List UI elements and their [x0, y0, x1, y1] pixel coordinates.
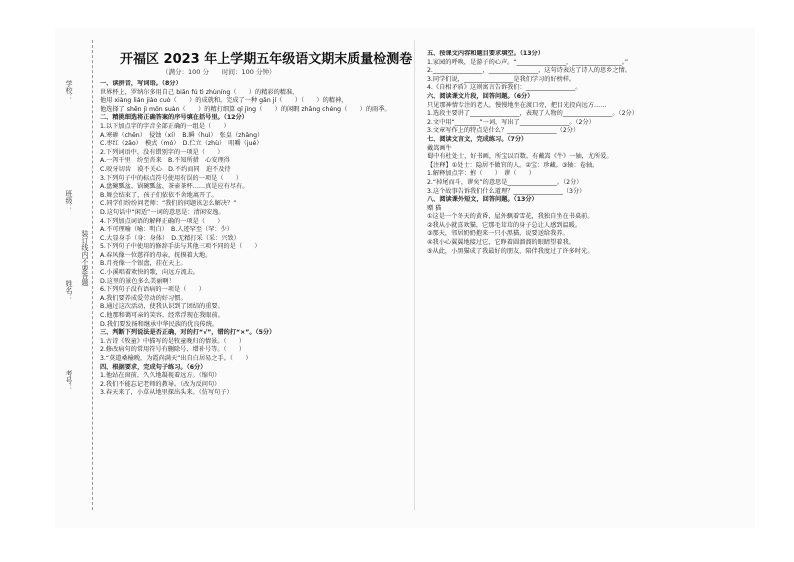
exam-line: 四、根据要求，完成句子练习。（6分）	[100, 363, 207, 371]
exam-line: 2.我们不能忘记老师的教导。（改为反问句）	[100, 380, 221, 388]
exam-line: C.小溪唱着欢快的歌，向远方流去。	[100, 269, 200, 277]
exam-line: 【注释】①处士：隐居不做官的人。②宝：珍藏。③轴：卷轴。	[427, 161, 599, 169]
exam-line: 4.《自相矛盾》这则寓言告诉我们：________________。	[427, 84, 582, 92]
exam-line: 2.________________，________________，这句诗表达了诗人的思乡之情。	[427, 67, 631, 75]
left-column	[100, 80, 400, 398]
exam-line: 他用 xiàng lián jiào cuò（ ）的成就和，完成了一种 gǎn jí（ ）（ ）的精神，	[100, 97, 348, 105]
binding-strip	[60, 40, 96, 510]
exam-line: 只见那神情专注的老人，慢慢地坐在渡口旁，把目光投向远方……	[427, 101, 607, 109]
exam-line: 1.家园的呼唤，是游子的心声。“________________，________________。”	[427, 58, 629, 66]
exam-line: 二、精挑细选将正确答案的序号填在括号里。（12分）	[100, 114, 248, 122]
exam-line: 4.下列加点词语的解释正确的一项是（ ）	[100, 217, 224, 225]
exam-line: 五、按课文内容和题目要求填空。（13分）	[427, 50, 544, 57]
exam-line: 5.下列句子中使用的修辞手法与其他三项不同的是（ ）	[100, 243, 261, 251]
exam-title: 开福区 2023 年上学期五年级语文期末质量检测卷	[120, 52, 413, 67]
exam-line: C.咬牙切齿 漠不关心 D.不约而同 迫不及待	[100, 165, 231, 173]
exam-line: 3.同学们说，________________是我们学习的好榜样。	[427, 75, 576, 83]
school-label: 学校：	[65, 80, 73, 101]
column-divider	[414, 40, 415, 510]
exam-line: 一、读拼音，写词语。（8分）	[100, 80, 182, 87]
exam-line: 1.选段主要讲了________________，表现了人物的________________。（2分）	[427, 110, 638, 118]
exam-line: ⑤从此，小黑猫成了我最好的朋友，陪伴我度过了许多时光。	[427, 247, 594, 255]
exam-line: 1.以下加点字的字音全部正确的一组是（ ）	[100, 122, 230, 130]
exam-line: 6.下列句子没有语病的一项是（ ）	[100, 286, 205, 294]
exam-line: 1.他站在窗前，久久地凝视着远方。（缩句）	[100, 372, 221, 380]
exam-line: ③那天，邻居奶奶抱来一只小黑猫，说要送给我养。	[427, 230, 569, 238]
binding-notice: 装订线内不要答题	[81, 230, 89, 286]
exam-line: 他选择了 shěn jì mōn suàn（ ）的精打细算 qī jìng（ ）的闲暇 zhāng chéng（ ）的雨季。	[100, 105, 391, 113]
exam-line: A.寒碜（chēn） 侵蚀（xí） B.瞬（huì） 张皇（zhāng）	[100, 131, 264, 139]
exam-line: 2.修改病句的常用符号有删除号、增补号等。（ ）	[100, 346, 246, 354]
exam-line: 3.“莫道桑榆晚，为霞尚满天”出自白居易之手。（ ）	[100, 355, 252, 362]
exam-line: 1.解释加点字：拊（ ） 谬（ ）	[427, 170, 535, 178]
name-label: 姓名：	[65, 280, 73, 301]
exam-line: A.盘碗瓢盆、锅碗瓢盆、茶壶茶杯……真是应有尽有。	[100, 183, 249, 191]
exam-line: 六、阅读课文片段，回答问题。（6分）	[427, 92, 534, 100]
exam-line: 赠 猫	[427, 204, 442, 212]
exam-line: 2.下列词语中，没有错别字的一项是（ ）	[100, 148, 224, 156]
exam-line: 三、判断下列说法是否正确，对的打“√”，错的打“×”。（5分）	[100, 329, 276, 337]
exam-line: 七、阅读文言文，完成练习。（7分）	[427, 135, 528, 143]
class-label: 班级：	[65, 190, 73, 211]
exam-line: B.舞会结束了，孩子们依依不舍地离开了。	[100, 191, 218, 199]
binding-line	[92, 40, 93, 510]
exam-line: ①这是一个冬天的黄昏，屋外飘着雪花，我独自坐在书桌前。	[427, 213, 594, 221]
exam-line: 3.这个故事告诉我们什么道理？________________（3分）	[427, 187, 586, 195]
exam-line: C.枣红（zǎo） 模式（mó） D.伫立（zhù） 咀嚼（jué）	[100, 140, 263, 148]
exam-line: 世界杯上，罗纳尔多用自己 biān fú tì zhùníng（ ）的精彩的精准，	[100, 88, 299, 96]
exam-line: 蜀中有杜处士，好书画，所宝以百数。有戴嵩《牛》一轴，尤所爱。	[427, 153, 613, 161]
exam-line: C.大显身手（身：身体） D.无精打采（采：兴致）	[100, 234, 240, 242]
exam-line: D.这句话中“闲适”一词的意思是：清闲安逸。	[100, 208, 225, 216]
exam-line: D.我们要发扬和继承中华民族的优良传统。	[100, 320, 219, 328]
exam-line: 八、阅读课外短文，回答问题。（13分）	[427, 196, 538, 204]
number-label: 考号：	[65, 370, 73, 391]
exam-line: 2.文中用“________”一词，写出了________________。（2分）	[427, 118, 595, 126]
exam-line: A.一泻千里 纷至沓来 B.不知所措 心安理得	[100, 157, 230, 165]
exam-line: 3.文章写作上的特点是什么？________________（2分）	[427, 127, 580, 135]
exam-line: B.通过这次活动，使我认识到了团结的重要。	[100, 303, 224, 311]
exam-line: C.同学们纷纷问老师：“我们的问题该怎么解决？”	[100, 200, 237, 208]
exam-line: A.我们要养成爱劳动的好习惯。	[100, 294, 187, 302]
exam-line: 1.古诗《牧童》中描写的是牧童晚归的情景。（ ）	[100, 337, 246, 345]
exam-line: ④我小心翼翼地接过它，它睁着圆溜溜的眼睛望着我。	[427, 239, 575, 247]
exam-line: ②我从小就喜欢猫，它那毛茸茸的身子总让人感到温暖。	[427, 221, 582, 229]
right-column	[427, 50, 742, 256]
exam-line: A.不可理喻（喻：明白） B.人迹罕至（罕：少）	[100, 226, 233, 234]
exam-line: 戴嵩画牛	[427, 144, 452, 152]
exam-line: 2.“掉尾而斗，谬矣”的意思是________________。（2分）	[427, 178, 583, 186]
exam-line: C.他那和蔼可亲的笑容，经常浮现在我眼前。	[100, 312, 224, 320]
exam-line: 3.春天来了，小草从地里探出头来。（仿写句子）	[100, 389, 233, 397]
exam-line: 3.下列句子中的标点符号使用有误的一项是（ ）	[100, 174, 243, 182]
exam-line: B.月亮像一个银盘，挂在天上。	[100, 260, 187, 268]
exam-line: A.春风像一位慈祥的母亲，抚摸着大地。	[100, 251, 212, 259]
exam-line: D.这里的景色多么美丽啊！	[100, 277, 175, 285]
exam-subtitle: （满分：100 分 时间：100 分钟）	[162, 68, 276, 76]
